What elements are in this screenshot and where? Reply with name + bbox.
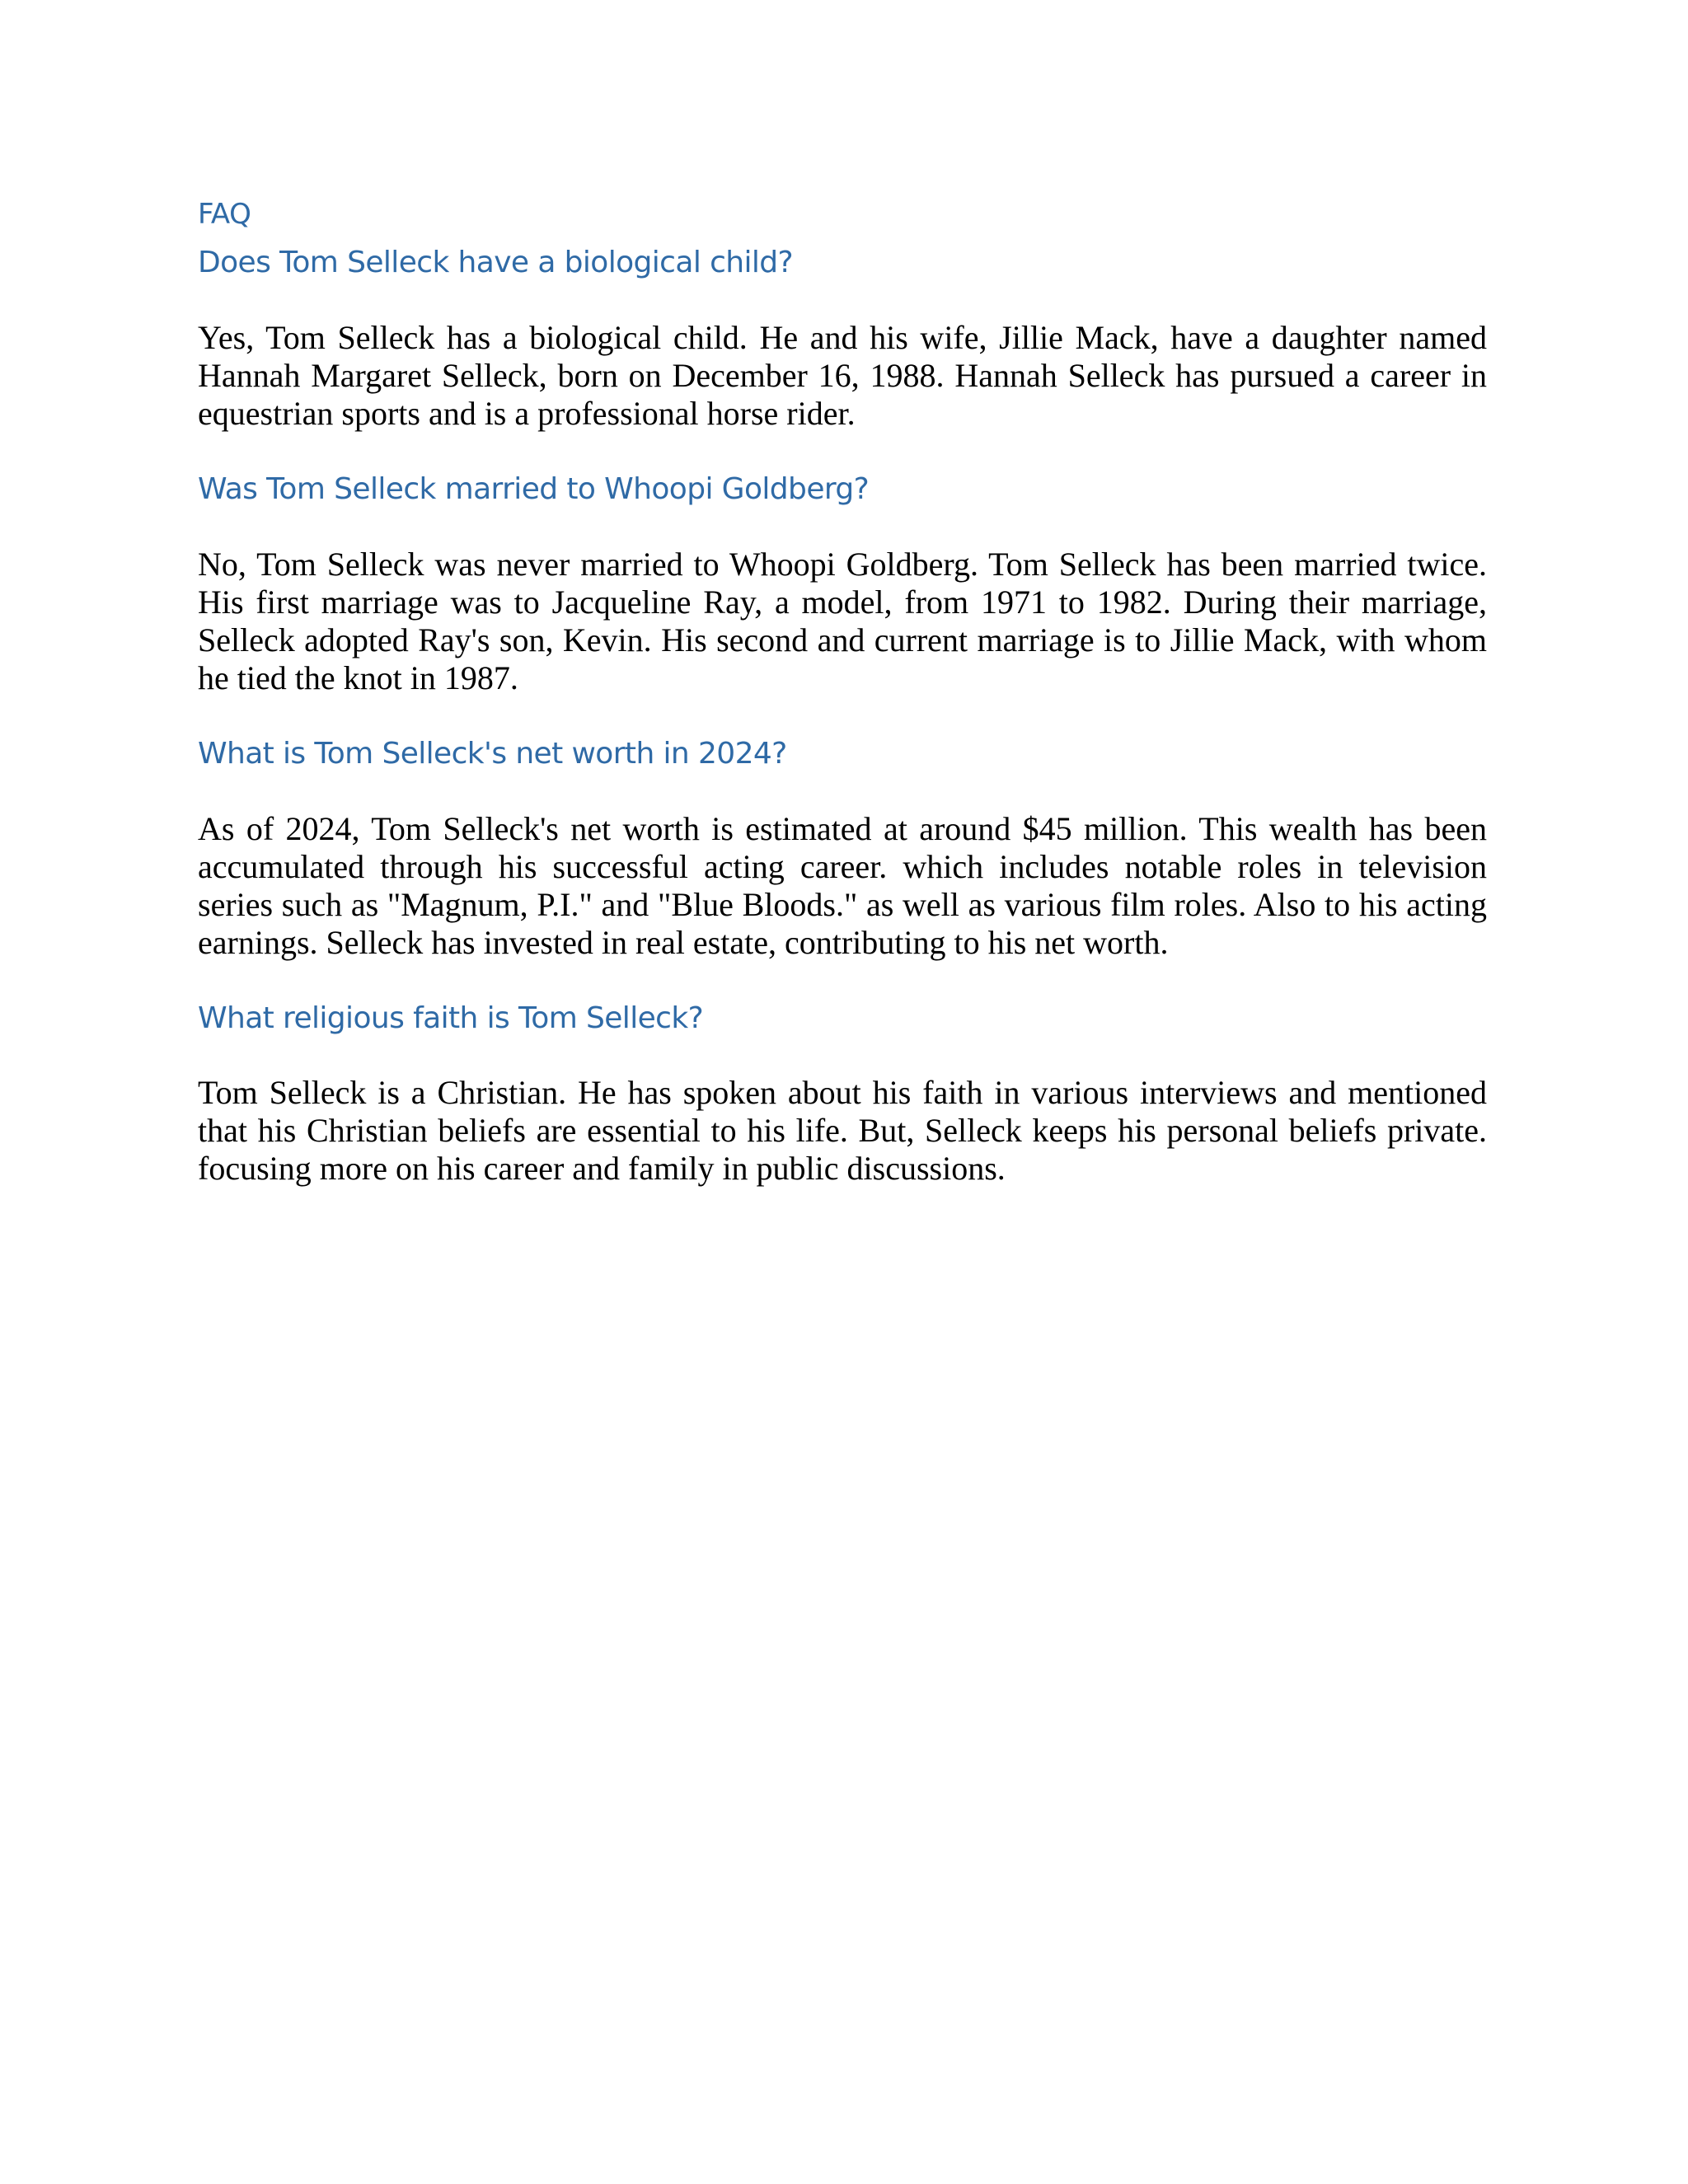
faq-answer-3: As of 2024, Tom Selleck's net worth is estimated at around $45 million. This wealth has been accumulated through his successful acting career. which includes notable roles in television series such as "Magnum, P.I." and "Blue Bloods." as well as various film roles. Also to his acting earnings. Selleck has invested in real estate, contributing to his net worth.: [198, 809, 1487, 961]
document-page: [198, 196, 1487, 1226]
faq-question-4: What religious faith is Tom Selleck?: [198, 1001, 704, 1035]
faq-question-1: Does Tom Selleck have a biological child?: [198, 246, 794, 280]
faq-answer-4: Tom Selleck is a Christian. He has spoken about his faith in various interviews and mentioned that his Christian beliefs are essential to his life. But, Selleck keeps his personal beliefs private. focusing more on his career and family in public discussions.: [198, 1074, 1487, 1188]
faq-question-2: Was Tom Selleck married to Whoopi Goldberg?: [198, 471, 870, 506]
faq-heading: FAQ: [198, 198, 251, 231]
faq-question-3: What is Tom Selleck's net worth in 2024?: [198, 736, 787, 771]
faq-answer-1: Yes, Tom Selleck has a biological child. He and his wife, Jillie Mack, have a daughter named Hannah Margaret Selleck, born on December 16, 1988. Hannah Selleck has pursued a career in equestrian sports and is a professional horse rider.: [198, 318, 1487, 432]
faq-answer-2: No, Tom Selleck was never married to Whoopi Goldberg. Tom Selleck has been married twice. His first marriage was to Jacqueline Ray, a model, from 1971 to 1982. During their marriage, Selleck adopted Ray's son, Kevin. His second and current marriage is to Jillie Mack, with whom he tied the knot in 1987.: [198, 545, 1487, 696]
